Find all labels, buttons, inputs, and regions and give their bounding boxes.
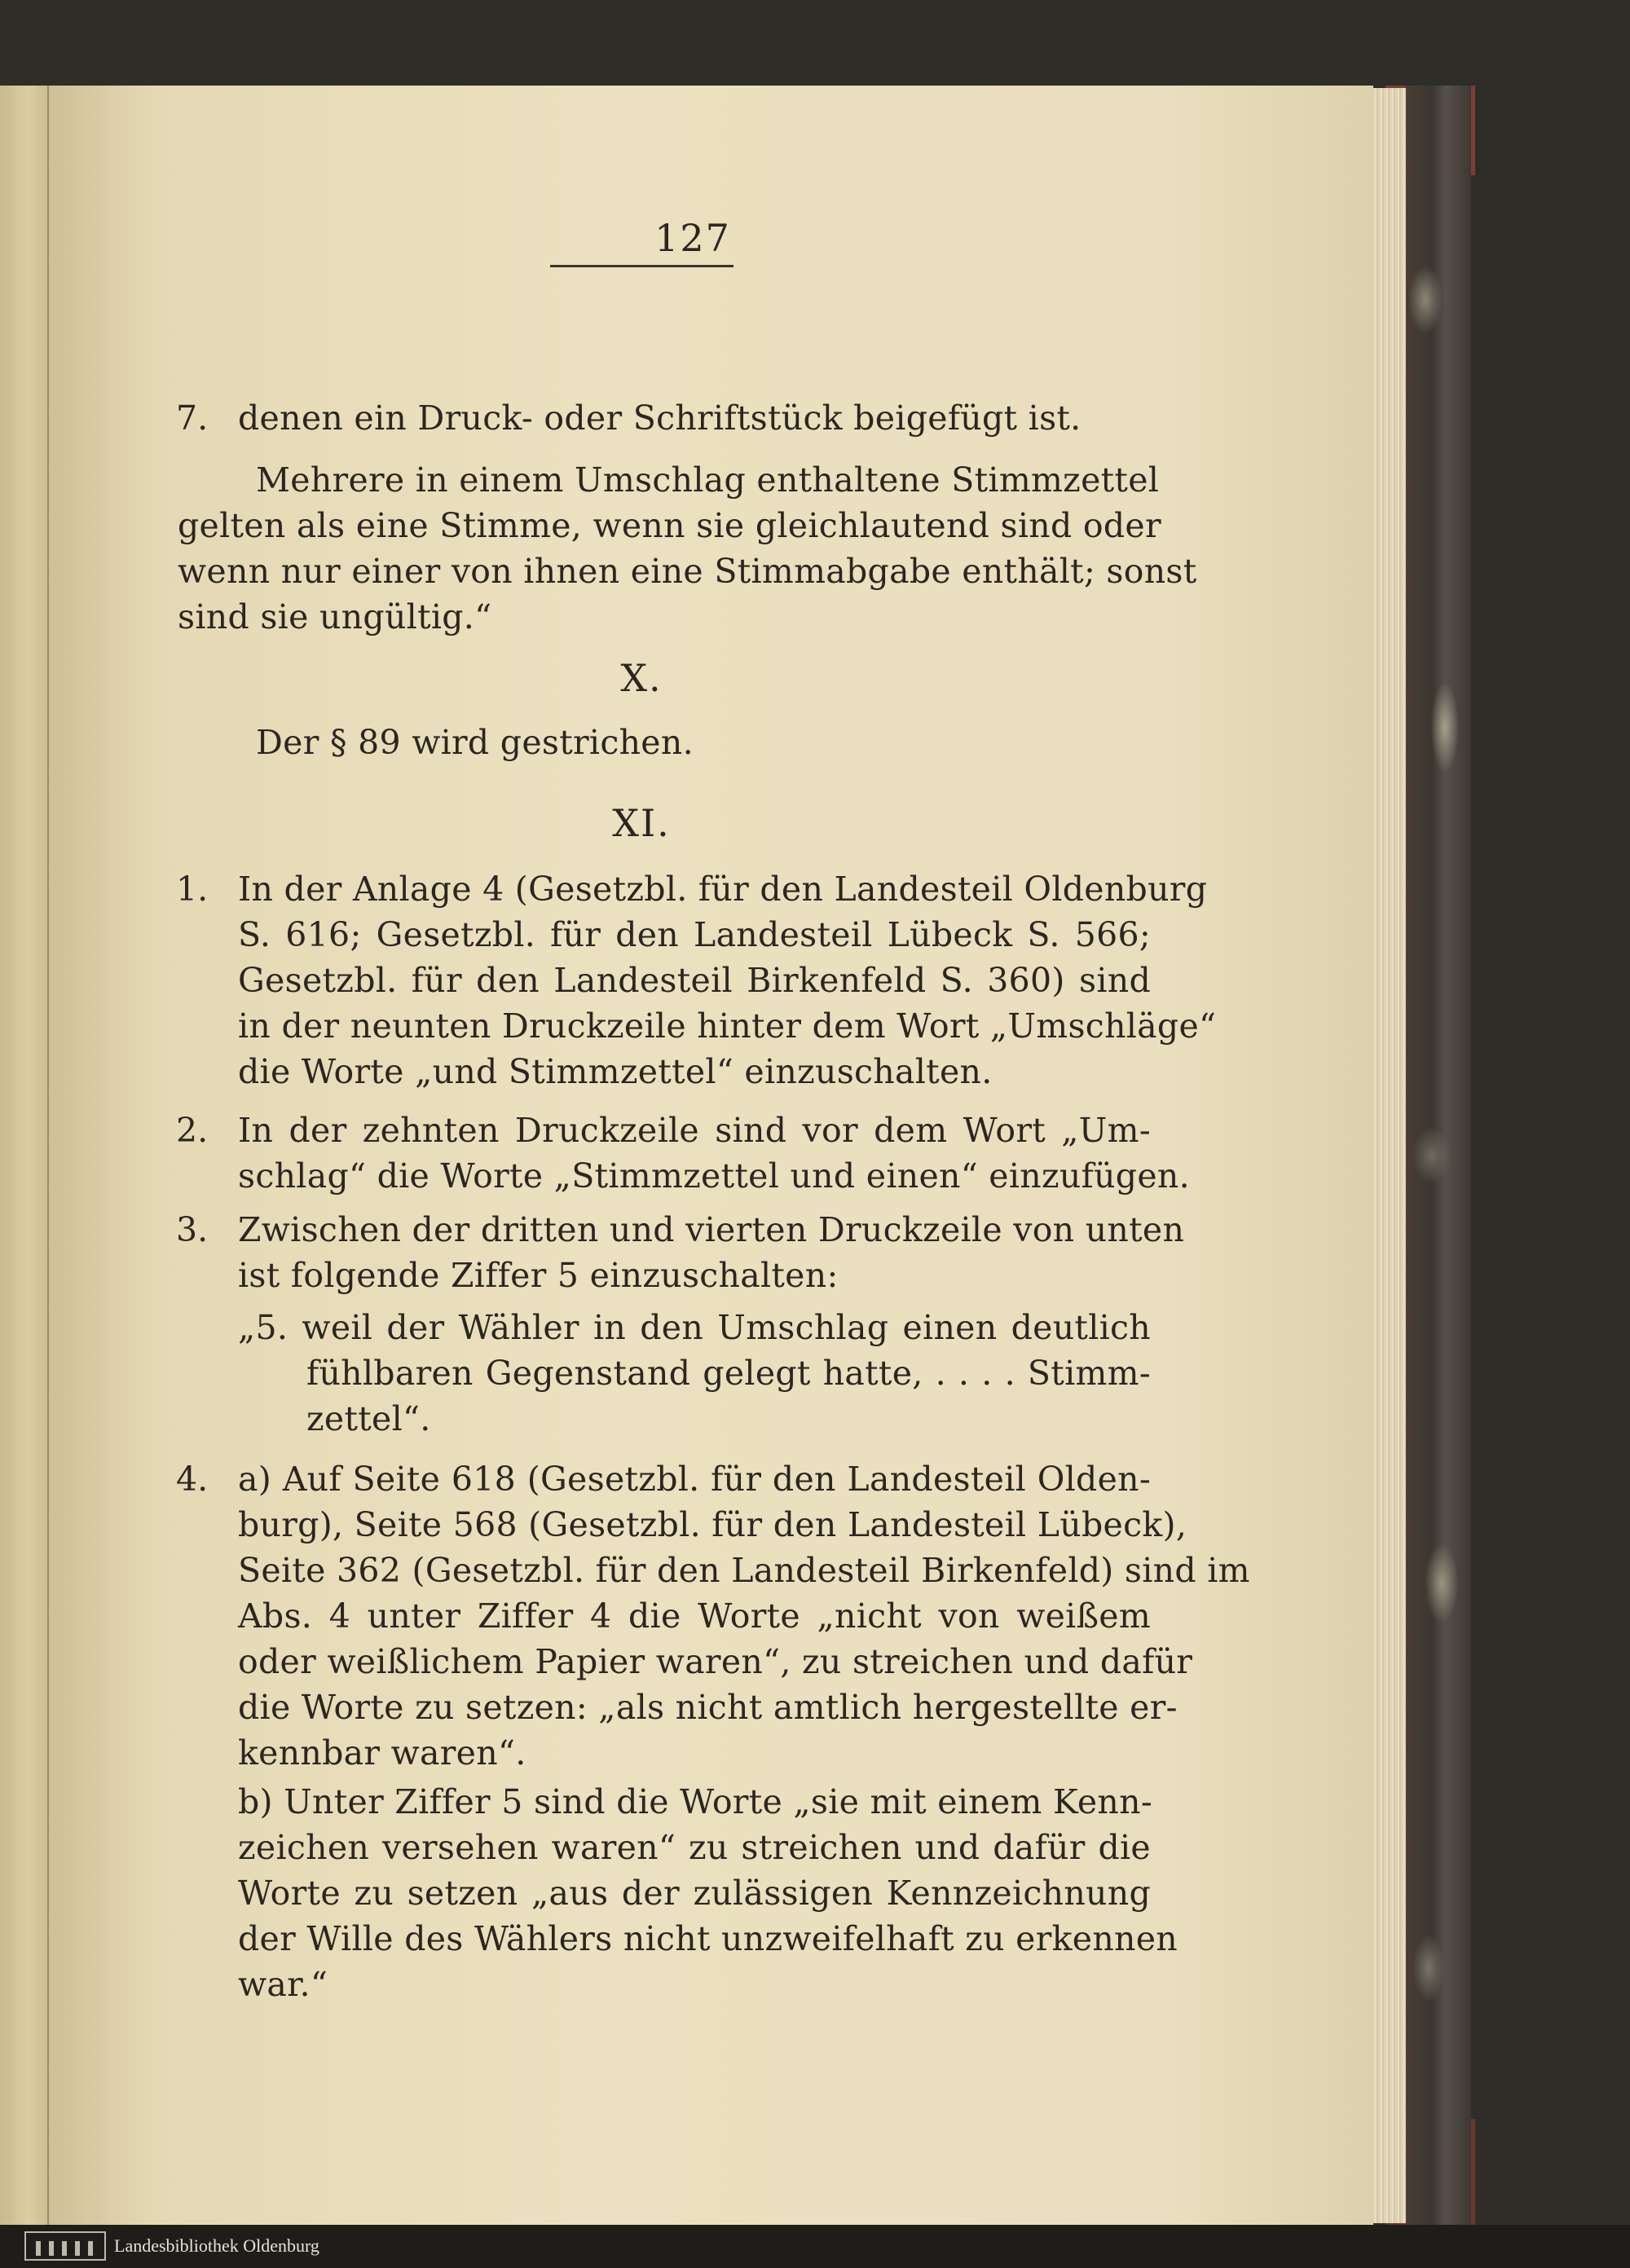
- book-page: [49, 86, 1373, 2225]
- text-line: wenn nur einer von ihnen eine Stimmabgabe enthält; sonst: [178, 552, 1197, 591]
- page-number: 127: [654, 216, 731, 260]
- library-building-icon: [24, 2231, 106, 2261]
- text-line: Mehrere in einem Umschlag enthaltene Stimmzettel: [256, 460, 1160, 500]
- text-line: b) Unter Ziffer 5 sind die Worte „sie mit einem Kenn-: [238, 1782, 1152, 1821]
- text-line: S. 616; Gesetzbl. für den Landesteil Lübeck S. 566;: [238, 915, 1151, 954]
- text-line: kennbar waren“.: [238, 1733, 526, 1773]
- footer-bar: [0, 2225, 1630, 2268]
- text-line: der Wille des Wählers nicht unzweifelhaft zu erkennen: [238, 1919, 1178, 1958]
- item-number: 1.: [176, 870, 209, 909]
- text-line: war.“: [238, 1965, 328, 2004]
- item-number: 4.: [176, 1460, 209, 1499]
- text-line: oder weißlichem Papier waren“, zu streichen und dafür: [238, 1642, 1193, 1681]
- item-number: 3.: [176, 1210, 209, 1249]
- page-number-rule: [550, 265, 734, 267]
- text-line: burg), Seite 568 (Gesetzbl. für den Landesteil Lübeck),: [238, 1505, 1187, 1544]
- text-line: In der zehnten Druckzeile sind vor dem Wort „Um-: [238, 1111, 1151, 1150]
- text-line: Abs. 4 unter Ziffer 4 die Worte „nicht von weißem: [238, 1596, 1151, 1636]
- section-heading: X.: [620, 656, 663, 700]
- text-line: schlag“ die Worte „Stimmzettel und einen“ einzufügen.: [238, 1156, 1190, 1196]
- marbled-cover: [1406, 86, 1471, 2225]
- text-line: Der § 89 wird gestrichen.: [256, 723, 694, 762]
- text-line: zettel“.: [306, 1399, 431, 1438]
- text-line: denen ein Druck- oder Schriftstück beigefügt ist.: [238, 399, 1082, 438]
- text-line: ist folgende Ziffer 5 einzuschalten:: [238, 1256, 839, 1295]
- item-number: 2.: [176, 1111, 209, 1150]
- page-text: [49, 86, 1373, 2225]
- text-line: Zwischen der dritten und vierten Druckzeile von unten: [238, 1210, 1185, 1249]
- left-page-edge: [0, 86, 50, 2225]
- text-line: In der Anlage 4 (Gesetzbl. für den Landesteil Oldenburg: [238, 870, 1208, 909]
- text-line: die Worte „und Stimmzettel“ einzuschalten.: [238, 1052, 993, 1091]
- text-line: in der neunten Druckzeile hinter dem Wort „Umschläge“: [238, 1006, 1217, 1046]
- text-line: zeichen versehen waren“ zu streichen und dafür die: [238, 1828, 1151, 1867]
- item-number: 7.: [176, 399, 209, 438]
- text-line: „5. weil der Wähler in den Umschlag einen deutlich: [238, 1308, 1151, 1347]
- library-name: Landesbibliothek Oldenburg: [114, 2235, 319, 2256]
- text-line: Seite 362 (Gesetzbl. für den Landesteil Birkenfeld) sind im: [238, 1551, 1250, 1590]
- section-heading: XI.: [612, 801, 671, 845]
- text-line: a) Auf Seite 618 (Gesetzbl. für den Landesteil Olden-: [238, 1460, 1151, 1499]
- text-line: Worte zu setzen „aus der zulässigen Kennzeichnung: [238, 1874, 1151, 1913]
- page-stack: [1373, 88, 1406, 2223]
- text-line: sind sie ungültig.“: [178, 597, 492, 636]
- text-line: Gesetzbl. für den Landesteil Birkenfeld S. 360) sind: [238, 961, 1151, 1000]
- text-line: die Worte zu setzen: „als nicht amtlich hergestellte er-: [238, 1688, 1178, 1727]
- text-line: gelten als eine Stimme, wenn sie gleichlautend sind oder: [178, 506, 1161, 545]
- text-line: fühlbaren Gegenstand gelegt hatte, . . . . Stimm-: [306, 1354, 1151, 1393]
